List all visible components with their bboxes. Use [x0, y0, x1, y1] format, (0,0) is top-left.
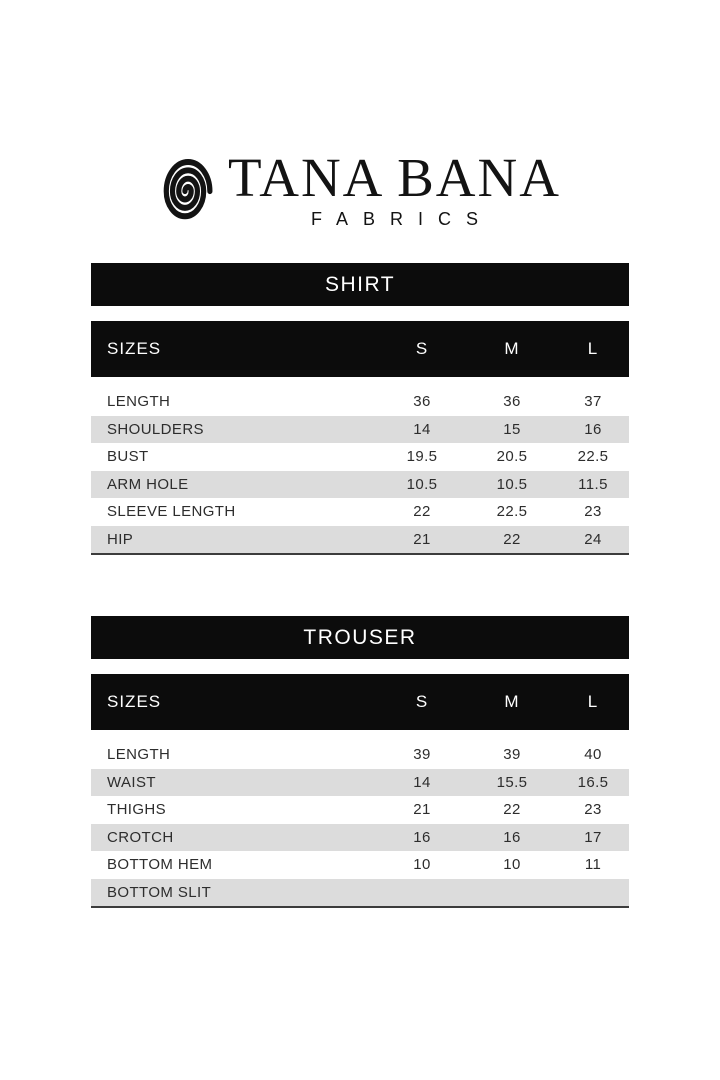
- size-table-section: [91, 263, 629, 555]
- size-column-header-s: S: [415, 692, 429, 711]
- cell-value-l: 11: [584, 856, 602, 874]
- table-row: [91, 471, 629, 499]
- size-table-section: [91, 616, 629, 908]
- table-row: [91, 526, 629, 554]
- cell-value-m: 10: [503, 856, 521, 874]
- row-label: BOTTOM SLIT: [107, 883, 212, 901]
- row-label: BOTTOM HEM: [107, 856, 213, 874]
- table-row: [91, 741, 629, 769]
- table-row: [91, 388, 629, 416]
- cell-value-s: 36: [413, 393, 431, 411]
- size-column-header-s: S: [415, 339, 429, 358]
- size-chart-page: [91, 0, 629, 908]
- cell-value-m: 20.5: [496, 448, 528, 466]
- cell-value-s: 19.5: [406, 448, 438, 466]
- table-header-row: [91, 674, 629, 730]
- cell-value-s: 22: [413, 503, 431, 521]
- cell-value-m: 39: [503, 746, 521, 764]
- cell-value-s: 10: [413, 856, 431, 874]
- cell-value-m: 22: [503, 801, 521, 819]
- cell-value-s: 39: [413, 746, 431, 764]
- table-body: [91, 388, 629, 555]
- cell-value-s: 14: [413, 420, 431, 438]
- cell-value-m: 22.5: [496, 503, 528, 521]
- size-column-header-l: L: [587, 339, 599, 358]
- size-column-header-m: M: [504, 339, 520, 358]
- brand-subtitle: FABRICS: [310, 209, 493, 229]
- size-column-header-m: M: [504, 692, 520, 711]
- table-row: [91, 416, 629, 444]
- row-label: ARM HOLE: [107, 475, 189, 493]
- cell-value-m: 15.5: [496, 773, 528, 791]
- row-label: LENGTH: [107, 746, 171, 764]
- row-label: WAIST: [107, 773, 156, 791]
- cell-value-l: 37: [584, 393, 602, 411]
- table-row: [91, 851, 629, 879]
- row-label: LENGTH: [107, 393, 171, 411]
- cell-value-m: 22: [503, 530, 521, 548]
- cell-value-m: 36: [503, 393, 521, 411]
- table-row: [91, 443, 629, 471]
- cell-value-m: 15: [503, 420, 521, 438]
- cell-value-l: 23: [584, 503, 602, 521]
- table-row: [91, 769, 629, 797]
- sizes-label: SIZES: [107, 692, 162, 711]
- row-label: HIP: [107, 530, 134, 548]
- section-title: TROUSER: [303, 625, 417, 649]
- brand-wordmark: [228, 147, 561, 230]
- section-title-bar: [91, 616, 629, 659]
- cell-value-l: 16: [584, 420, 602, 438]
- row-label: THIGHS: [107, 801, 167, 819]
- table-row: [91, 498, 629, 526]
- table-row: [91, 796, 629, 824]
- size-column-header-l: L: [587, 692, 599, 711]
- cell-value-l: 16.5: [577, 773, 609, 791]
- row-label: SLEEVE LENGTH: [107, 503, 236, 521]
- spiral-icon: [159, 159, 213, 221]
- section-title-bar: [91, 263, 629, 306]
- table-body: [91, 741, 629, 908]
- table-row: [91, 824, 629, 852]
- cell-value-l: 22.5: [577, 448, 609, 466]
- brand-name: TANA BANA: [228, 147, 561, 208]
- cell-value-l: 17: [584, 828, 602, 846]
- cell-value-l: 11.5: [578, 475, 608, 493]
- row-label: SHOULDERS: [107, 420, 204, 438]
- cell-value-s: 21: [413, 530, 431, 548]
- cell-value-s: 10.5: [406, 475, 438, 493]
- table-header-row: [91, 321, 629, 377]
- cell-value-s: 21: [413, 801, 431, 819]
- cell-value-l: 24: [584, 530, 602, 548]
- sections: [91, 263, 629, 908]
- section-title: SHIRT: [324, 272, 396, 296]
- cell-value-s: 14: [413, 773, 431, 791]
- brand-logo: [91, 0, 629, 230]
- table-row: [91, 879, 629, 907]
- row-label: BUST: [107, 448, 149, 466]
- cell-value-l: 40: [584, 746, 602, 764]
- cell-value-l: 23: [584, 801, 602, 819]
- sizes-label: SIZES: [107, 339, 162, 358]
- cell-value-m: 16: [503, 828, 521, 846]
- cell-value-s: 16: [413, 828, 431, 846]
- cell-value-m: 10.5: [496, 475, 528, 493]
- row-label: CROTCH: [107, 828, 174, 846]
